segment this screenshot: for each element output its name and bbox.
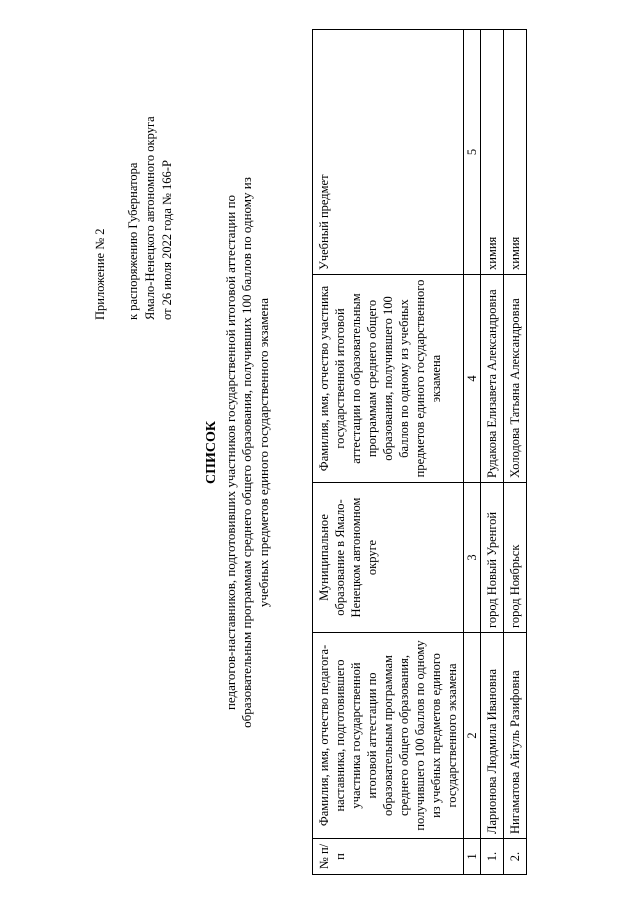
- header-participant-name: Фамилия, имя, отчество участника государственной итоговой аттестации по образовательным программам среднего общего образования, получившего 100 баллов по одному из учебных предметов единого государственного экзамена: [313, 275, 464, 483]
- municipality: город Ноябрьск: [504, 483, 527, 633]
- column-numbers-row: [464, 30, 481, 875]
- row-number: 1.: [481, 839, 504, 875]
- header-subject: Учебный предмет: [313, 30, 464, 275]
- document-subtitle: педагогов-наставников, подготовивших участников государственной итоговой аттестации по образовательным программам среднего общего образования, получивших 100 баллов по одному из учебных предметов единого государственного экзамена: [222, 177, 271, 728]
- subject: химия: [504, 30, 527, 275]
- table-row: [481, 30, 504, 875]
- appendix-line: Ямало-Ненецкого автономного округа: [143, 116, 157, 320]
- appendix-title: Приложение № 2: [93, 228, 107, 320]
- appendix-line: к распоряжению Губернатора: [126, 162, 140, 320]
- document-title: СПИСОК: [204, 420, 219, 485]
- municipality: город Новый Уренгой: [481, 483, 504, 633]
- header-mentor-name: Фамилия, имя, отчество педагога-наставника, подготовившего участника государственной итоговой аттестации по образовательным программам среднего общего образования, получившего 100 баллов по одному из учебных предметов единого государственного экзамена: [313, 633, 464, 839]
- appendix-line: от 26 июля 2022 года № 166-Р: [160, 160, 174, 320]
- mentors-table: [312, 29, 527, 875]
- mentor-name: Ларионова Людмила Ивановна: [481, 633, 504, 839]
- table-header-row: [313, 30, 464, 875]
- appendix-block: [92, 116, 176, 320]
- column-number: 3: [464, 483, 481, 633]
- table-row: [504, 30, 527, 875]
- subject: химия: [481, 30, 504, 275]
- column-number: 1: [464, 839, 481, 875]
- row-number: 2.: [504, 839, 527, 875]
- mentor-name: Нигаматова Айгуль Разифовна: [504, 633, 527, 839]
- column-number: 4: [464, 275, 481, 483]
- participant-name: Рудакова Елизавета Александровна: [481, 275, 504, 483]
- header-number: № п/п: [313, 839, 464, 875]
- participant-name: Холодова Татьяна Александровна: [504, 275, 527, 483]
- document-page: [20, 30, 620, 875]
- column-number: 2: [464, 633, 481, 839]
- header-municipality: Муниципальное образование в Ямало-Ненецком автономном округе: [313, 483, 464, 633]
- column-number: 5: [464, 30, 481, 275]
- document-heading: [204, 30, 272, 875]
